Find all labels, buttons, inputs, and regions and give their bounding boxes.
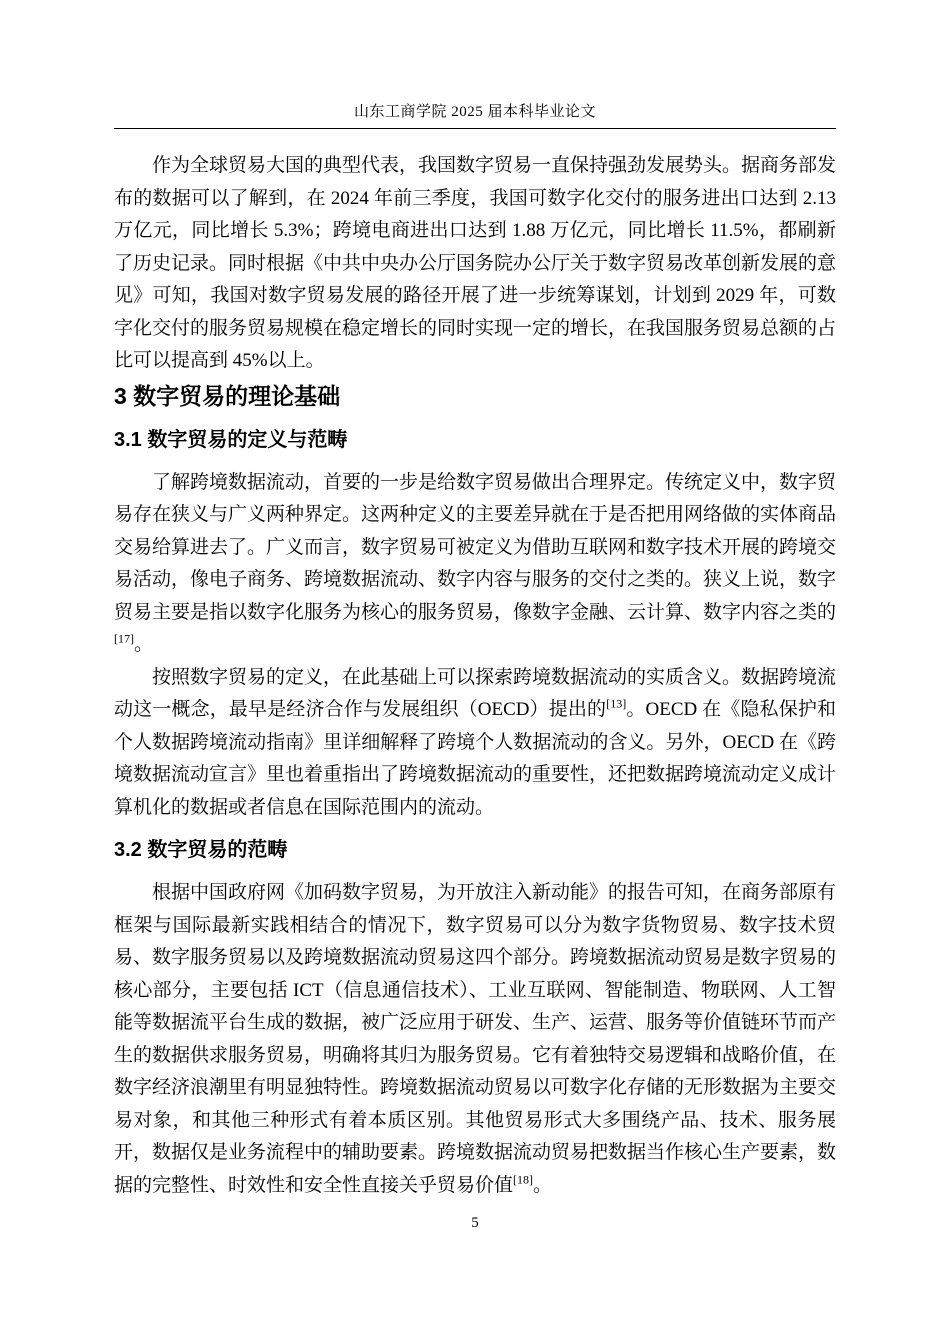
paragraph-oecd: 按照数字贸易的定义，在此基础上可以探索跨境数据流动的实质含义。数据跨境流动这一概念，最早是经济合作与发展组织（OECD）提出的[13]。OECD 在《隐私保护和个人数据跨境流动指南》里详细解释了跨境个人数据流动的含义。另外，OECD 在《跨境数据流动宣言》里也着重指出了跨境数据流动的重要性，还把数据跨境流动定义成计算机化的数据或者信息在国际范围内的流动。 bbox=[114, 666, 837, 818]
paragraph-scope: 根据中国政府网《加码数字贸易，为开放注入新动能》的报告可知，在商务部原有框架与国际最新实践相结合的情况下，数字贸易可以分为数字货物贸易、数字技术贸易、数字服务贸易以及跨境数据流动贸易这四个部分。跨境数据流动贸易是数字贸易的核心部分，主要包括 ICT（信息通信技术）、工业互联网、智能制造、物联网、人工智能等数据流平台生成的数据，被广泛应用于研发、生产、运营、服务等价值链环节而产生的数据供求服务贸易，明确将其归为服务贸易。它有着独特交易逻辑和战略价值，在数字经济浪潮里有明显独特性。跨境数据流动贸易以可数字化存储的无形数据为主要交易对象，和其他三种形式有着本质区别。其他贸易形式大多围绕产品、技术、服务展开，数据仅是业务流程中的辅助要素。跨境数据流动贸易把数据当作核心生产要素，数据的完整性、时效性和安全性直接关乎贸易价值[18]。 bbox=[114, 882, 837, 1196]
paragraph-trade-overview: 作为全球贸易大国的典型代表，我国数字贸易一直保持强劲发展势头。据商务部发布的数据可以了解到，在 2024 年前三季度，我国可数字化交付的服务进出口达到 2.13 万亿元，同比增长 5.3%；跨境电商进出口达到 1.88 万亿元，同比增长 11.5%，都刷新了历史记录。同时根据《中共中央办公厅国务院办公厅关于数字贸易改革创新发展的意见》可知，我国对数字贸易发展的路径开展了进一步统筹谋划，计划到 2029 年，可数字化交付的服务贸易规模在稳定增长的同时实现一定的增长，在我国服务贸易总额的占比可以提高到 45%以上。 bbox=[114, 155, 837, 371]
page-content bbox=[114, 129, 836, 1202]
page-header bbox=[114, 0, 836, 129]
subsection-heading-3-1: 3.1 数字贸易的定义与范畴 bbox=[114, 428, 348, 451]
paragraph-definition: 了解跨境数据流动，首要的一步是给数字贸易做出合理界定。传统定义中，数字贸易存在狭义与广义两种界定。这两种定义的主要差异就在于是否把用网络做的实体商品交易给算进去了。广义而言，数字贸易可被定义为借助互联网和数字技术开展的跨境交易活动，像电子商务、跨境数据流动、数字内容与服务的交付之类的。狭义上说，数字贸易主要是指以数字化服务为核心的服务贸易，像数字金融、云计算、数字内容之类的[17]。 bbox=[114, 471, 837, 655]
section-heading-3: 3 数字贸易的理论基础 bbox=[114, 382, 341, 409]
subsection-heading-3-2: 3.2 数字贸易的范畴 bbox=[114, 839, 288, 861]
page-number: 5 bbox=[471, 1215, 479, 1231]
page-footer bbox=[0, 1214, 950, 1232]
running-head-title: 山东工商学院 2025 届本科毕业论文 bbox=[114, 102, 836, 129]
